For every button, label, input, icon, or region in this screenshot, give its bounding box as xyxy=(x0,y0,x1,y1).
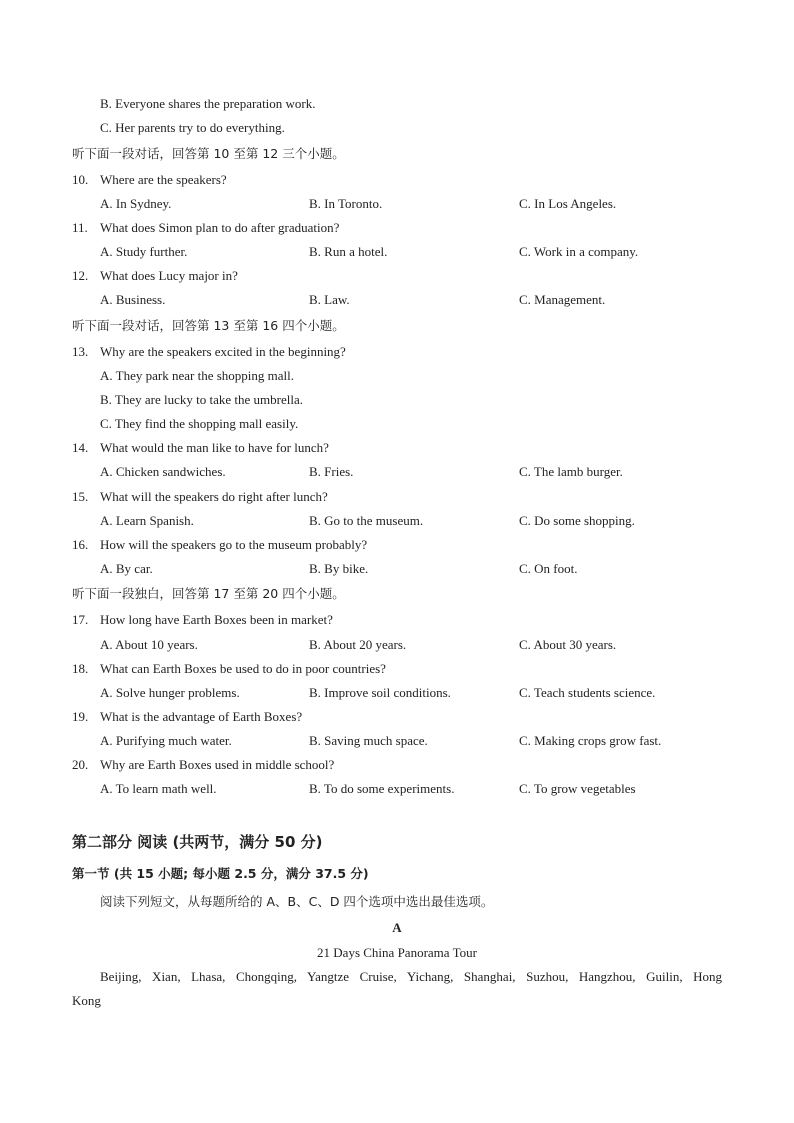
option-b-q9: B. Everyone shares the preparation work. xyxy=(100,96,316,111)
option-a: A. Business. xyxy=(100,292,166,307)
question-number: 14. xyxy=(72,440,89,455)
option-a: A. To learn math well. xyxy=(100,781,217,796)
question-text: What will the speakers do right after lunch? xyxy=(100,489,328,504)
reading-instruction: 阅读下列短文，从每题所给的 A、B、C、D 四个选项中选出最佳选项。 xyxy=(100,894,494,909)
option-c: C. On foot. xyxy=(519,561,578,576)
question-text: What does Simon plan to do after graduation? xyxy=(100,220,340,235)
passage-title: 21 Days China Panorama Tour xyxy=(317,945,477,960)
option-c: C. Do some shopping. xyxy=(519,513,635,528)
option-c: C. To grow vegetables xyxy=(519,781,636,796)
part2-title: 第二部分 阅读 (共两节，满分 50 分) xyxy=(72,833,323,851)
option-a: A. Solve hunger problems. xyxy=(100,685,240,700)
option-b: B. They are lucky to take the umbrella. xyxy=(100,392,303,407)
option-b: B. Improve soil conditions. xyxy=(309,685,451,700)
option-a: A. By car. xyxy=(100,561,153,576)
passage-cities-line1: Beijing, Xian, Lhasa, Chongqing, Yangtze Cruise, Yichang, Shanghai, Suzhou, Hangzhou, Guilin, Hong xyxy=(100,969,722,984)
passage-label: A xyxy=(392,920,402,935)
question-text: How will the speakers go to the museum probably? xyxy=(100,537,368,552)
option-a: A. Learn Spanish. xyxy=(100,513,194,528)
question-number: 19. xyxy=(72,709,89,724)
option-a: A. About 10 years. xyxy=(100,637,198,652)
option-c: C. About 30 years. xyxy=(519,637,617,652)
question-text: What can Earth Boxes be used to do in poor countries? xyxy=(100,661,386,676)
option-b: B. Law. xyxy=(309,292,350,307)
section1-title: 第一节 (共 15 小题; 每小题 2.5 分，满分 37.5 分) xyxy=(72,866,369,881)
option-b: B. In Toronto. xyxy=(309,196,383,211)
option-c: C. In Los Angeles. xyxy=(519,196,617,211)
question-number: 13. xyxy=(72,344,89,359)
question-number: 18. xyxy=(72,661,89,676)
instruction-q10-12: 听下面一段对话，回答第 10 至第 12 三个小题。 xyxy=(72,146,345,161)
option-c: C. Teach students science. xyxy=(519,685,656,700)
option-a: A. Chicken sandwiches. xyxy=(100,464,226,479)
option-a: A. Purifying much water. xyxy=(100,733,232,748)
option-b: B. About 20 years. xyxy=(309,637,407,652)
option-c: C. Management. xyxy=(519,292,606,307)
question-number: 16. xyxy=(72,537,89,552)
option-c-q9: C. Her parents try to do everything. xyxy=(100,120,285,135)
question-number: 17. xyxy=(72,612,89,627)
option-c: C. Work in a company. xyxy=(519,244,639,259)
option-b: B. Saving much space. xyxy=(309,733,428,748)
question-text: Why are Earth Boxes used in middle school? xyxy=(100,757,335,772)
instruction-q13-16: 听下面一段对话，回答第 13 至第 16 四个小题。 xyxy=(72,318,345,333)
option-a: A. Study further. xyxy=(100,244,188,259)
option-c: C. The lamb burger. xyxy=(519,464,623,479)
option-c: C. Making crops grow fast. xyxy=(519,733,662,748)
question-text: Why are the speakers excited in the beginning? xyxy=(100,344,346,359)
question-number: 15. xyxy=(72,489,89,504)
question-text: What is the advantage of Earth Boxes? xyxy=(100,709,303,724)
question-text: What does Lucy major in? xyxy=(100,268,238,283)
option-a: A. In Sydney. xyxy=(100,196,172,211)
question-text: Where are the speakers? xyxy=(100,172,227,187)
option-c: C. They find the shopping mall easily. xyxy=(100,416,299,431)
option-b: B. Run a hotel. xyxy=(309,244,388,259)
question-text: How long have Earth Boxes been in market? xyxy=(100,612,333,627)
question-text: What would the man like to have for lunch? xyxy=(100,440,329,455)
question-number: 12. xyxy=(72,268,89,283)
question-number: 11. xyxy=(72,220,88,235)
question-number: 20. xyxy=(72,757,89,772)
question-number: 10. xyxy=(72,172,89,187)
passage-cities-line2: Kong xyxy=(72,993,101,1008)
option-b: B. To do some experiments. xyxy=(309,781,455,796)
option-b: B. Fries. xyxy=(309,464,354,479)
option-a: A. They park near the shopping mall. xyxy=(100,368,294,383)
option-b: B. By bike. xyxy=(309,561,369,576)
instruction-q17-20: 听下面一段独白，回答第 17 至第 20 四个小题。 xyxy=(72,586,345,601)
option-b: B. Go to the museum. xyxy=(309,513,424,528)
